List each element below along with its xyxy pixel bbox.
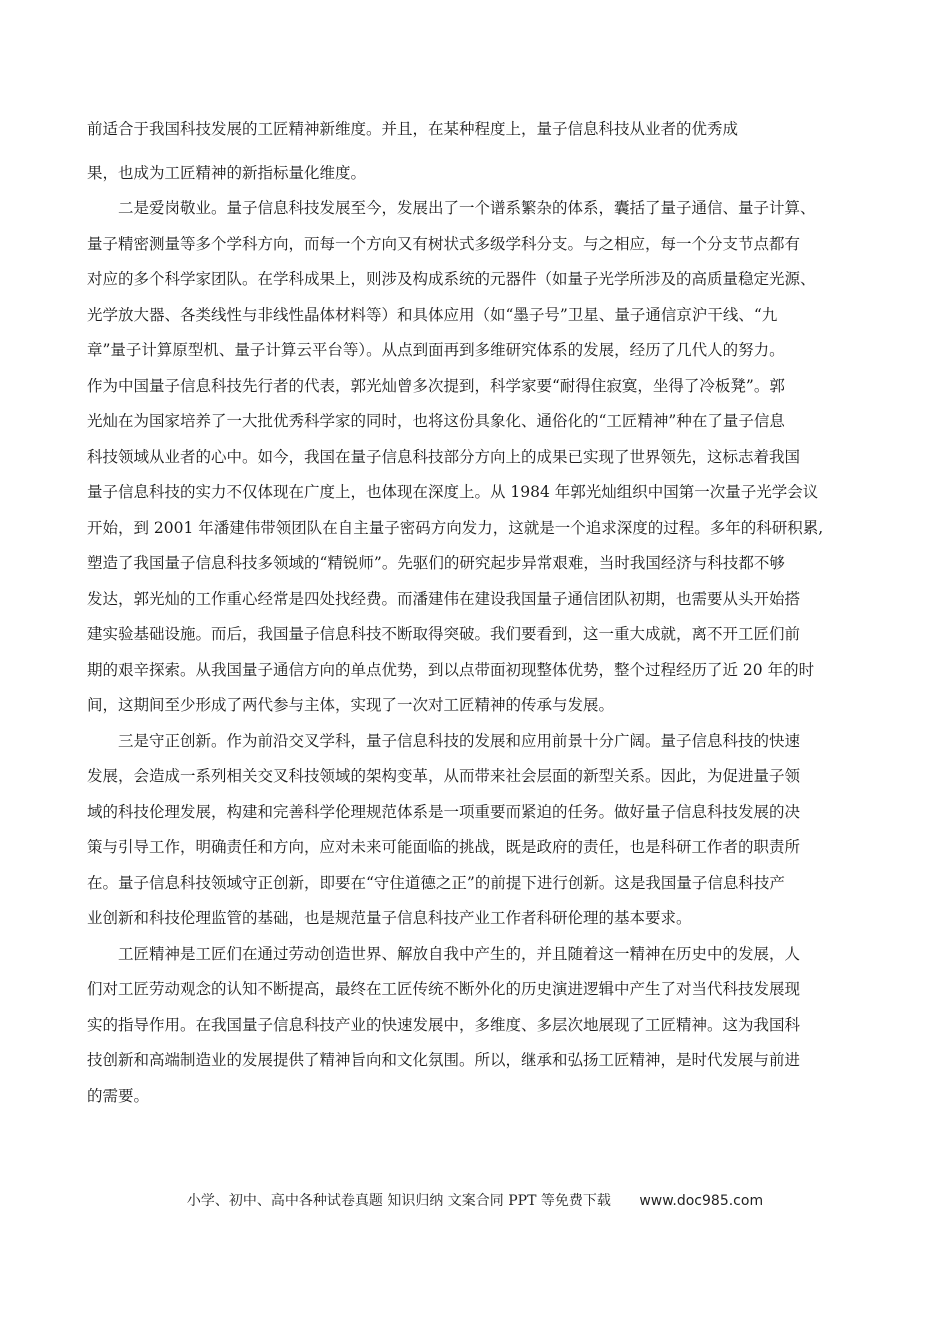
footer-text: 小学、初中、高中各种试卷真题 知识归纳 文案合同 PPT 等免费下载 [186,1193,611,1209]
text-line: 们对工匠劳动观念的认知不断提高，最终在工匠传统不断外化的历史演进逻辑中产生了对当代科技发展现 [87,980,801,998]
text-line: 前适合于我国科技发展的工匠精神新维度。并且，在某种程度上，量子信息科技从业者的优秀成 [87,120,739,138]
text-line: 章”量子计算原型机、量子计算云平台等）。从点到面再到多维研究体系的发展，经历了几代人的努力。 [87,341,785,359]
text-line: 间，这期间至少形成了两代参与主体，实现了一次对工匠精神的传承与发展。 [87,696,615,714]
text-line: 开始，到 2001 年潘建伟带领团队在自主量子密码方向发力，这就是一个追求深度的过程。多年的科研积累, [87,518,824,537]
paragraph-start-line: 工匠精神是工匠们在通过劳动创造世界、解放自我中产生的，并且随着这一精神在历史中的发展，人 [87,944,801,963]
text-line: 果，也成为工匠精神的新指标量化维度。 [87,163,367,182]
text-line: 光学放大器、各类线性与非线性晶体材料等）和具体应用（如“墨子号”卫星、量子通信京沪干线、“九 [87,305,778,324]
text-line: 域的科技伦理发展，构建和完善科学伦理规范体系是一项重要而紧迫的任务。做好量子信息科技发展的决 [87,802,801,821]
text-line: 业创新和科技伦理监管的基础，也是规范量子信息科技产业工作者科研伦理的基本要求。 [87,909,692,927]
text-line: 实的指导作用。在我国量子信息科技产业的快速发展中，多维度、多层次地展现了工匠精神。这为我国科 [87,1015,801,1034]
footer-site-link[interactable]: www.doc985.com [639,1193,764,1209]
text-line: 的需要。 [87,1086,150,1105]
paragraph-start-line: 三是守正创新。作为前沿交叉学科，量子信息科技的发展和应用前景十分广阔。量子信息科技的快速 [87,731,801,750]
text-line: 技创新和高端制造业的发展提供了精神旨向和文化氛围。所以，继承和弘扬工匠精神，是时代发展与前进 [87,1051,801,1069]
text-line: 建实验基础设施。而后，我国量子信息科技不断取得突破。我们要看到，这一重大成就，离不开工匠们前 [87,625,801,643]
text-line: 光灿在为国家培养了一大批优秀科学家的同时，也将这份具象化、通俗化的“工匠精神”种在了量子信息 [87,412,785,430]
text-line: 发达，郭光灿的工作重心经常是四处找经费。而潘建伟在建设我国量子通信团队初期，也需要从头开始搭 [87,589,801,608]
text-line: 科技领域从业者的心中。如今，我国在量子信息科技部分方向上的成果已实现了世界领先，这标志着我国 [87,447,801,466]
document-body [87,112,872,1114]
text-line: 期的艰辛探索。从我国量子通信方向的单点优势，到以点带面初现整体优势，整个过程经历了近 20 年的时 [87,660,815,679]
text-line: 作为中国量子信息科技先行者的代表，郭光灿曾多次提到，科学家要“耐得住寂寞，坐得了冷板凳”。郭 [87,376,785,395]
text-line: 策与引导工作，明确责任和方向，应对未来可能面临的挑战，既是政府的责任，也是科研工作者的职责所 [87,838,801,856]
text-line: 量子精密测量等多个学科方向，而每一个方向又有树状式多级学科分支。与之相应，每一个分支节点都有 [87,234,801,253]
paragraph-start-line: 二是爱岗敬业。量子信息科技发展至今，发展出了一个谱系繁杂的体系，囊括了量子通信、量子计算、 [87,199,816,217]
text-line: 发展，会造成一系列相关交叉科技领域的架构变革，从而带来社会层面的新型关系。因此，为促进量子领 [87,767,801,785]
text-line: 对应的多个科学家团队。在学科成果上，则涉及构成系统的元器件（如量子光学所涉及的高质量稳定光源、 [87,270,816,288]
text-line: 量子信息科技的实力不仅体现在广度上，也体现在深度上。从 1984 年郭光灿组织中国第一次量子光学会议 [87,483,819,501]
text-line: 在。量子信息科技领域守正创新，即要在“守住道德之正”的前提下进行创新。这是我国量子信息科技产 [87,873,785,892]
page-footer [0,1190,950,1210]
text-line: 塑造了我国量子信息科技多领域的“精锐师”。先驱们的研究起步异常艰难，当时我国经济与科技都不够 [87,554,785,572]
